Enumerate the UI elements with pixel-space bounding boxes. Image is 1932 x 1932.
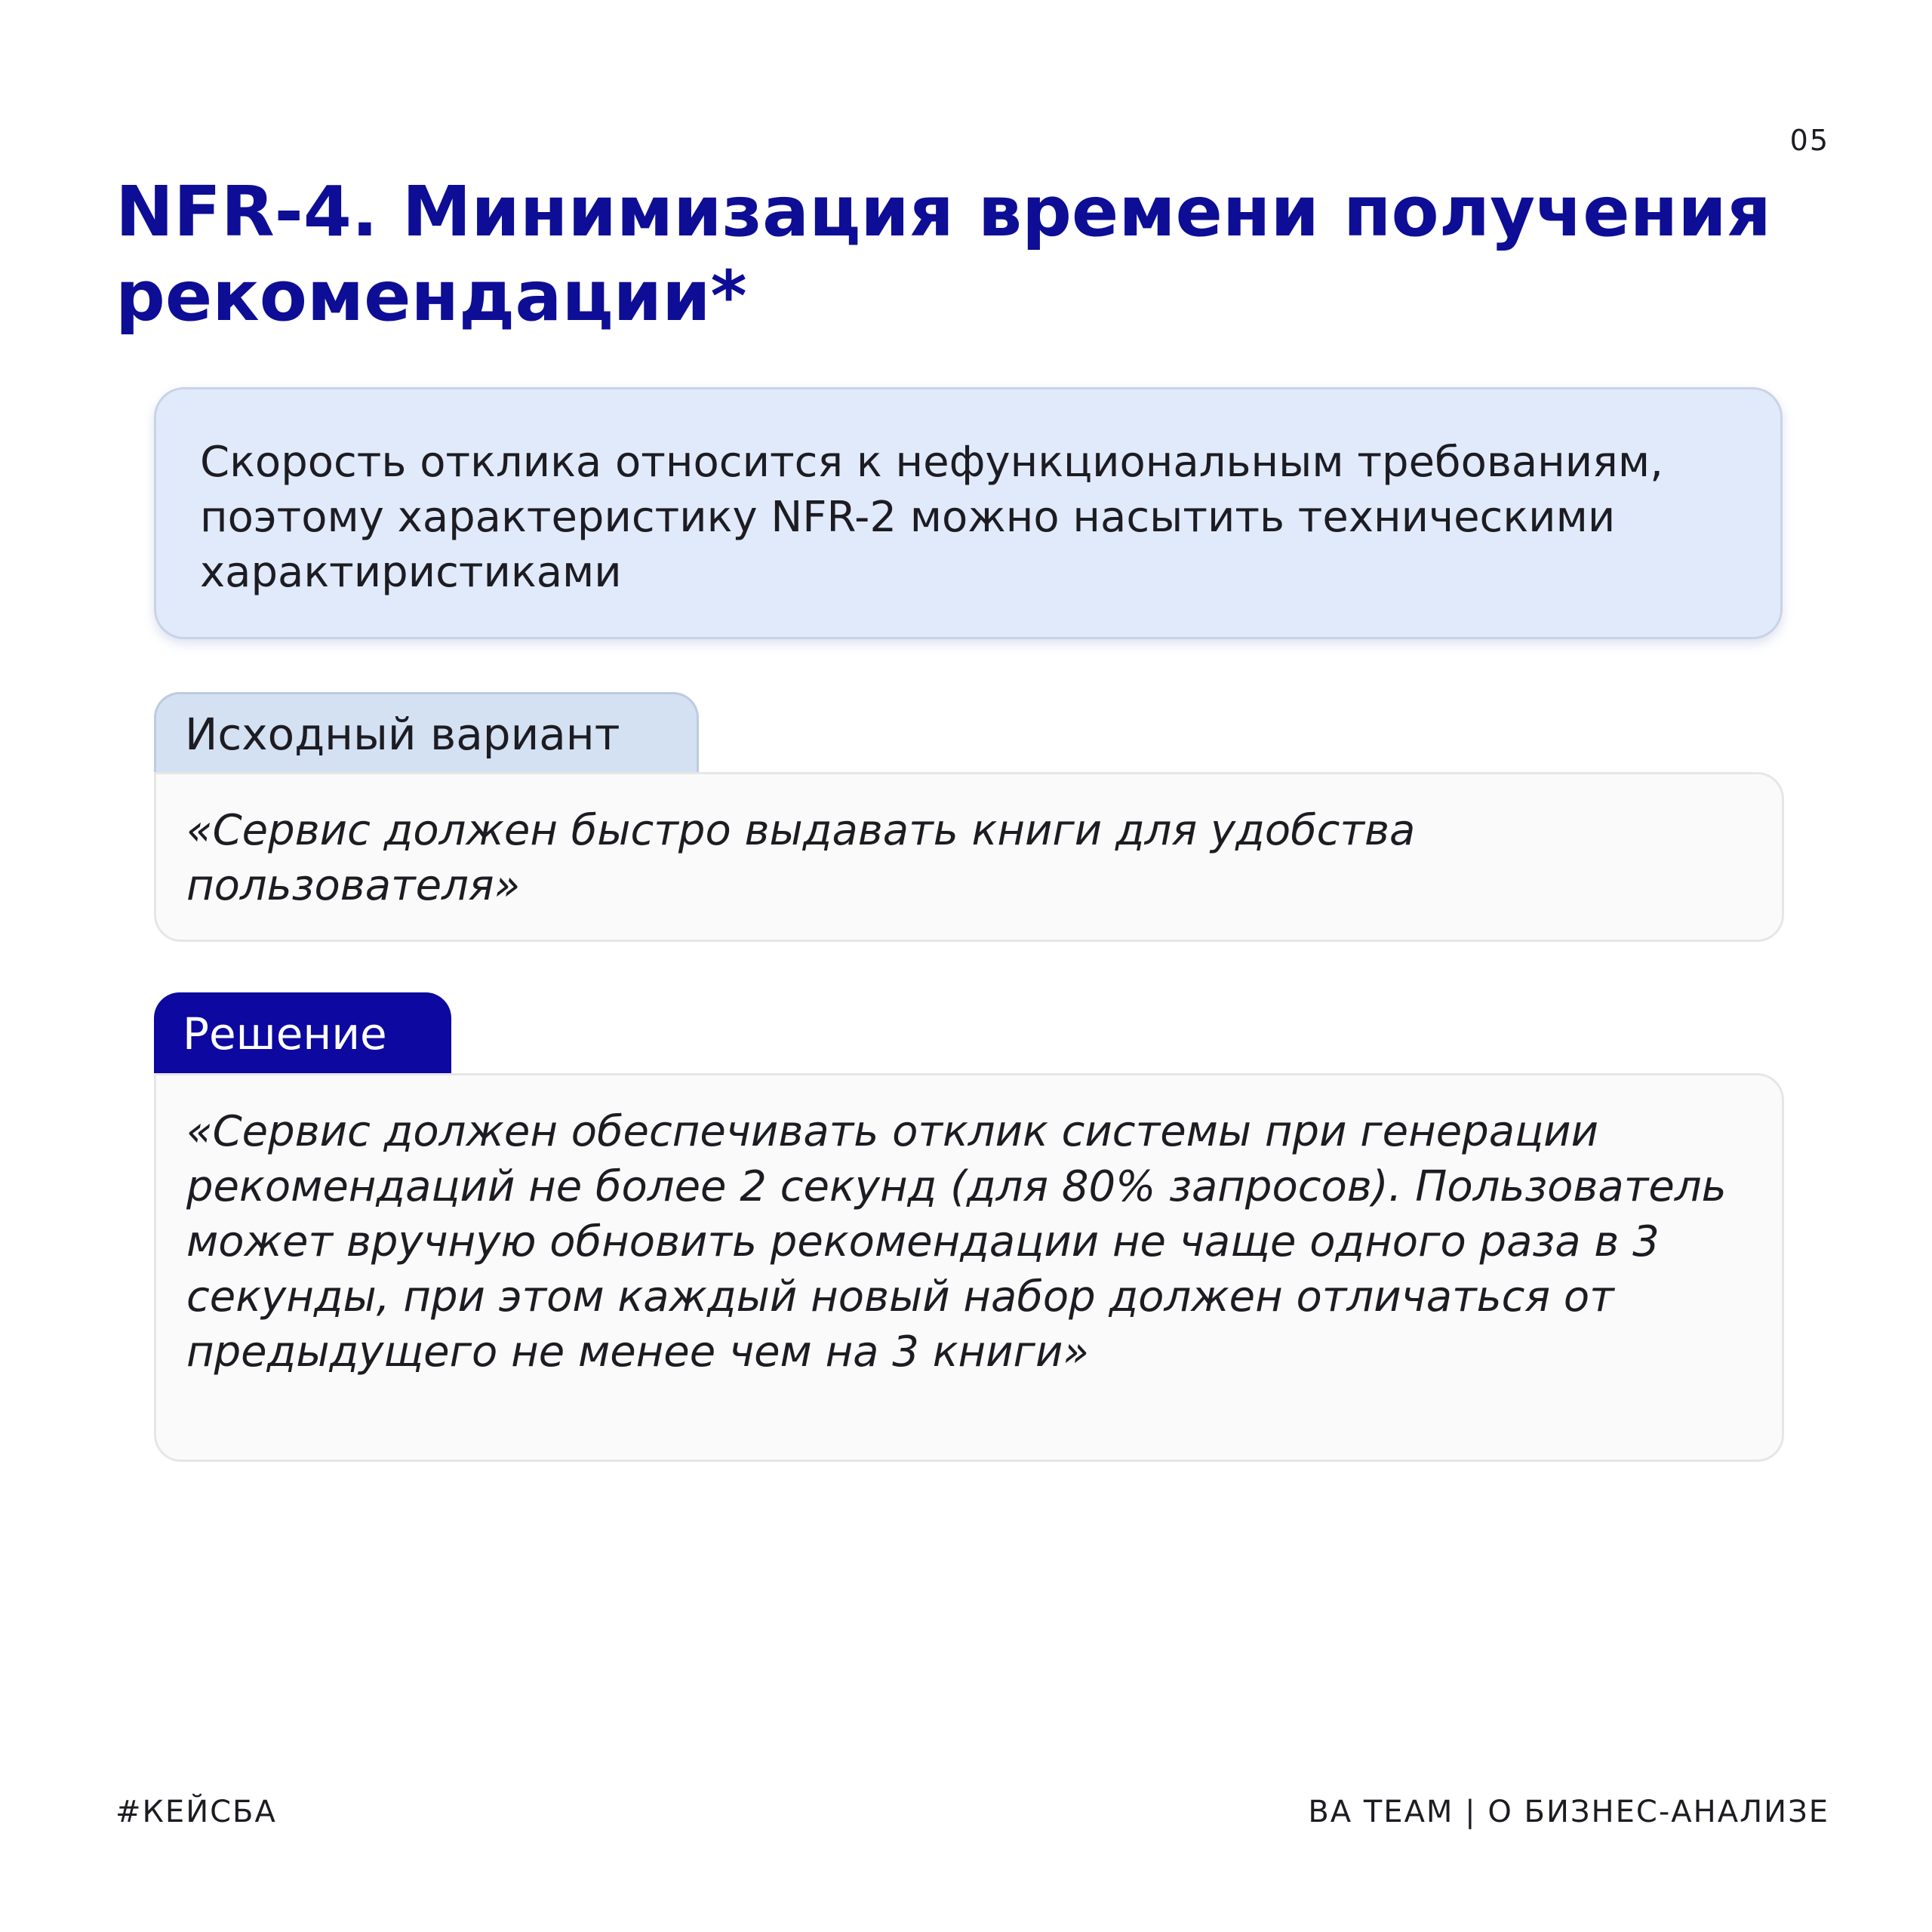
solution-tab — [154, 992, 451, 1075]
original-variant-text: «Сервис должен быстро выдавать книги для удобства пользователя» — [186, 806, 1416, 910]
page-title: NFR-4. Минимизация времени получения рекомендации* — [115, 171, 1771, 337]
intro-card — [154, 387, 1783, 639]
solution-card — [154, 1073, 1784, 1462]
footer-brand: BA TEAM | О БИЗНЕС-АНАЛИЗЕ — [1308, 1795, 1829, 1829]
intro-text: Скорость отклика относится к нефункциональным требованиям, поэтому характеристику NFR-2 можно насытить техническими характиристиками — [200, 438, 1663, 597]
page-number: 05 — [1789, 124, 1829, 157]
solution-label: Решение — [183, 1008, 387, 1060]
original-variant-label: Исходный вариант — [185, 709, 620, 760]
footer-hashtag: #КЕЙСБА — [115, 1795, 277, 1829]
original-variant-tab — [154, 692, 699, 774]
original-variant-card — [154, 772, 1784, 942]
solution-text: «Сервис должен обеспечивать отклик системы при генерации рекомендаций не более 2 секунд (для 80% запросов). Пользователь может вручную обновить рекомендации не чаще одного раза в 3 секунды, при этом каждый новый набор должен отличаться от предыдущего не менее чем на 3 книги» — [186, 1107, 1727, 1377]
